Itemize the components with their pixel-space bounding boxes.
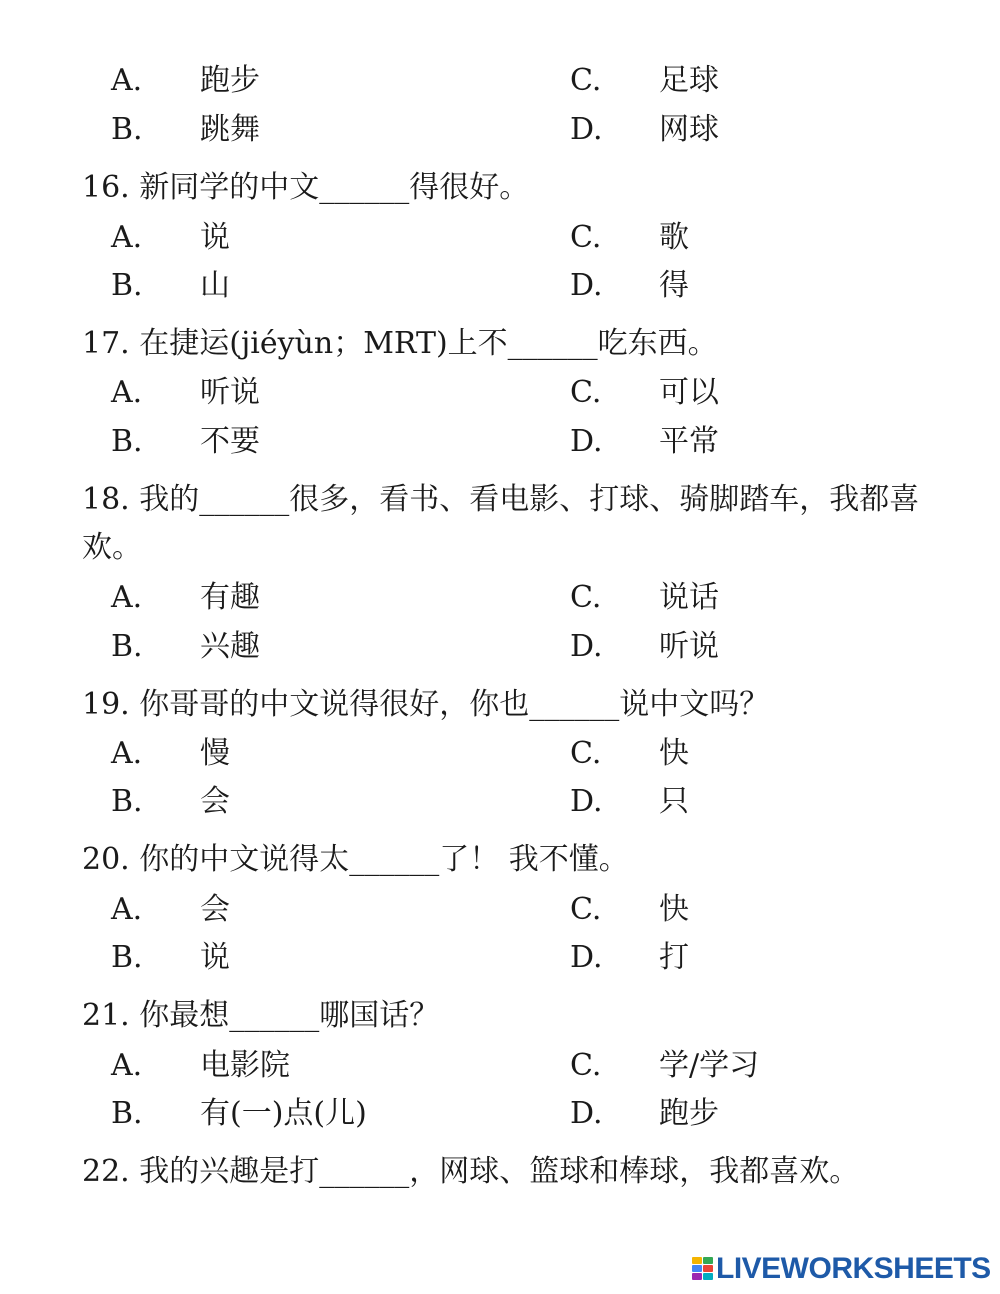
liveworksheets-logo-text: LIVEWORKSHEETS xyxy=(716,1252,991,1285)
option-text: 听说 xyxy=(200,375,260,410)
option-letter: B. xyxy=(111,1096,143,1131)
option-letter: B. xyxy=(111,784,143,819)
question-17: 17. 在捷运(jiéyùn；MRT)上不______吃东西。 xyxy=(82,326,718,361)
option-letter: C. xyxy=(570,63,602,98)
option-text: 快 xyxy=(659,736,689,771)
option-letter: A. xyxy=(111,892,143,927)
question-18: 18. 我的______很多，看书、看电影、打球、骑脚踏车，我都喜欢。 xyxy=(82,482,920,565)
option-letter: B. xyxy=(111,112,143,147)
option-letter: D. xyxy=(570,268,603,303)
option-letter: B. xyxy=(111,268,143,303)
option-letter: C. xyxy=(570,892,602,927)
question-22: 22. 我的兴趣是打______，网球、篮球和棒球，我都喜欢。 xyxy=(82,1154,860,1189)
option-text: 快 xyxy=(659,892,689,927)
liveworksheets-logo xyxy=(692,1254,991,1284)
option-text: 学/学习 xyxy=(659,1048,760,1083)
option-letter: D. xyxy=(570,1096,603,1131)
option-letter: A. xyxy=(111,63,143,98)
option-letter: C. xyxy=(570,375,602,410)
option-text: 山 xyxy=(200,268,230,303)
option-letter: A. xyxy=(111,1048,143,1083)
option-text: 跑步 xyxy=(659,1096,719,1131)
option-text: 足球 xyxy=(659,63,719,98)
option-text: 跳舞 xyxy=(200,112,260,147)
option-text: 跑步 xyxy=(200,63,260,98)
option-letter: A. xyxy=(111,220,143,255)
question-16: 16. 新同学的中文______得很好。 xyxy=(82,170,530,205)
option-letter: D. xyxy=(570,629,603,664)
question-20: 20. 你的中文说得太______了！ 我不懂。 xyxy=(82,842,629,877)
option-text: 可以 xyxy=(659,375,719,410)
option-letter: C. xyxy=(570,580,602,615)
option-letter: C. xyxy=(570,736,602,771)
option-text: 说 xyxy=(200,940,230,975)
option-text: 有趣 xyxy=(200,580,260,615)
option-letter: A. xyxy=(111,375,143,410)
option-text: 打 xyxy=(659,940,689,975)
option-text: 说话 xyxy=(659,580,719,615)
option-letter: C. xyxy=(570,220,602,255)
option-letter: C. xyxy=(570,1048,602,1083)
option-letter: A. xyxy=(111,580,143,615)
option-letter: D. xyxy=(570,784,603,819)
option-text: 会 xyxy=(200,892,230,927)
option-text: 不要 xyxy=(200,424,260,459)
option-letter: D. xyxy=(570,940,603,975)
option-text: 会 xyxy=(200,784,230,819)
option-letter: B. xyxy=(111,940,143,975)
option-letter: D. xyxy=(570,112,603,147)
option-text: 只 xyxy=(659,784,689,819)
option-letter: B. xyxy=(111,629,143,664)
option-text: 网球 xyxy=(659,112,719,147)
option-text: 有(一)点(儿) xyxy=(200,1096,367,1131)
option-letter: D. xyxy=(570,424,603,459)
option-letter: A. xyxy=(111,736,143,771)
option-text: 说 xyxy=(200,220,230,255)
option-text: 听说 xyxy=(659,629,719,664)
option-text: 兴趣 xyxy=(200,629,260,664)
option-letter: B. xyxy=(111,424,143,459)
option-text: 慢 xyxy=(200,736,230,771)
option-text: 电影院 xyxy=(200,1048,290,1083)
liveworksheets-logo-icon xyxy=(692,1256,714,1282)
option-text: 歌 xyxy=(659,220,689,255)
question-21: 21. 你最想______哪国话？ xyxy=(82,998,440,1033)
option-text: 平常 xyxy=(659,424,719,459)
option-text: 得 xyxy=(659,268,689,303)
question-19: 19. 你哥哥的中文说得很好，你也______说中文吗？ xyxy=(82,687,770,722)
